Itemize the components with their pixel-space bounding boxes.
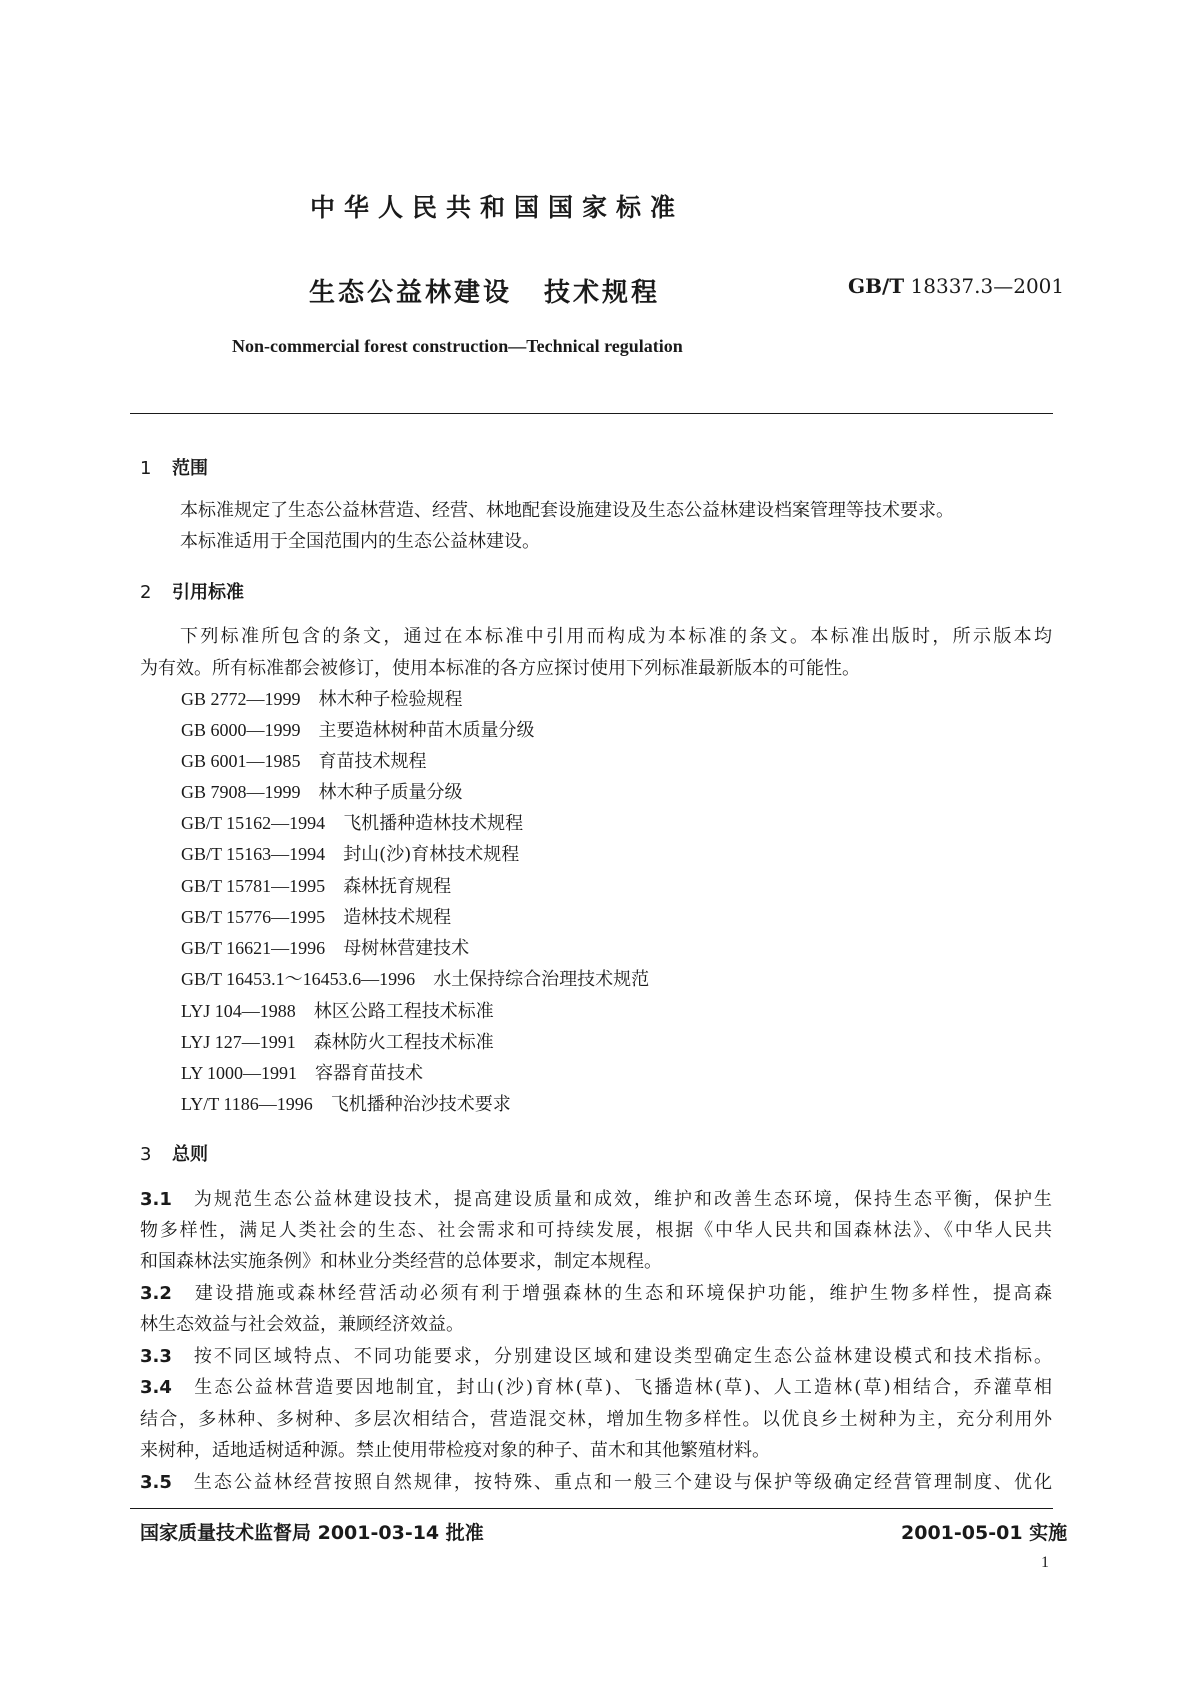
section-number: 1	[140, 458, 152, 479]
reference-code: GB/T 16453.1～16453.6—1996	[181, 969, 416, 989]
reference-name: 水土保持综合治理技术规范	[433, 969, 650, 990]
clause-line: 来树种，适地适树适种源。禁止使用带检疫对象的种子、苗木和其他繁殖材料。	[140, 1440, 770, 1461]
standard-code-number: 18337.3—2001	[910, 274, 1065, 298]
reference-code: GB/T 16621—1996	[181, 938, 326, 958]
paragraph: 本标准适用于全国范围内的生态公益林建设。	[180, 531, 540, 552]
english-title: Non-commercial forest construction—Technical regulation	[232, 336, 683, 356]
reference-item	[181, 747, 427, 773]
reference-code: LYJ 127—1991	[181, 1032, 296, 1052]
section-2-heading	[140, 578, 244, 604]
document-title: 生态公益林建设 技术规程	[309, 278, 661, 308]
reference-item	[181, 1028, 494, 1054]
clause-line: 林生态效益与社会效益，兼顾经济效益。	[140, 1314, 464, 1335]
clause-3-1-line	[140, 1185, 1052, 1211]
reference-item	[181, 997, 494, 1023]
reference-item	[181, 934, 469, 960]
section-1-heading	[140, 454, 208, 480]
section-number: 3	[140, 1144, 152, 1165]
paragraph: 本标准规定了生态公益林营造、经营、林地配套设施建设及生态公益林建设档案管理等技术要求。	[180, 500, 954, 521]
clause-line: 和国森林法实施条例》和林业分类经营的总体要求，制定本规程。	[140, 1251, 662, 1272]
standard-code	[848, 274, 1064, 298]
reference-name: 母树林营建技术	[343, 938, 470, 959]
clause-3-3-line	[140, 1342, 1052, 1368]
reference-item	[181, 1059, 423, 1085]
reference-code: GB 2772—1999	[181, 689, 301, 709]
reference-name: 育苗技术规程	[318, 751, 427, 772]
reference-item	[181, 840, 519, 866]
reference-name: 林区公路工程技术标准	[313, 1001, 494, 1022]
reference-code: GB/T 15781—1995	[181, 876, 326, 896]
section-title: 范围	[172, 458, 208, 479]
section-number: 2	[140, 582, 152, 603]
reference-code: GB 6000—1999	[181, 720, 301, 740]
reference-code: GB 6001—1985	[181, 751, 301, 771]
clause-3-4-line	[140, 1373, 1052, 1399]
section-3-heading	[140, 1140, 208, 1166]
page-number: 1	[1041, 1554, 1049, 1571]
reference-name: 森林防火工程技术标准	[313, 1032, 494, 1053]
reference-name: 容器育苗技术	[315, 1063, 424, 1084]
country-standard-heading: 中华人民共和国国家标准	[310, 193, 685, 222]
clause-text: 生态公益林经营按照自然规律，按特殊、重点和一般三个建设与保护等级确定经营管理制度、优化	[193, 1472, 1053, 1493]
implementation-date: 2001-05-01 实施	[901, 1522, 1068, 1544]
reference-item	[181, 903, 451, 929]
reference-name: 造林技术规程	[343, 907, 452, 928]
clause-text: 为规范生态公益林建设技术，提高建设质量和成效，维护和改善生态环境，保持生态平衡，保护生	[193, 1189, 1053, 1210]
header-divider	[130, 413, 1053, 414]
reference-name: 飞机播种治沙技术要求	[330, 1094, 511, 1115]
paragraph-line: 为有效。所有标准都会被修订，使用本标准的各方应探讨使用下列标准最新版本的可能性。	[140, 658, 860, 679]
reference-item	[181, 685, 463, 711]
clause-3-2-line	[140, 1279, 1052, 1305]
reference-name: 林木种子质量分级	[318, 782, 463, 803]
reference-name: 林木种子检验规程	[318, 689, 463, 710]
clause-line: 结合，多林种、多树种、多层次相结合，营造混交林，增加生物多样性。以优良乡土树种为主，充分利用外	[140, 1409, 1052, 1430]
reference-code: LYJ 104—1988	[181, 1001, 296, 1021]
approval-date: 国家质量技术监督局 2001-03-14 批准	[140, 1522, 484, 1544]
reference-item	[181, 1090, 511, 1116]
reference-item	[181, 809, 523, 835]
clause-line: 物多样性，满足人类社会的生态、社会需求和可持续发展，根据《中华人民共和国森林法》、《中华人民共	[140, 1220, 1052, 1241]
clause-number: 3.3	[140, 1346, 172, 1367]
reference-item	[181, 778, 463, 804]
clause-number: 3.2	[140, 1283, 172, 1304]
clause-number: 3.4	[140, 1377, 172, 1398]
section-title: 总则	[172, 1144, 208, 1165]
reference-code: LY 1000—1991	[181, 1063, 298, 1083]
reference-name: 主要造林树种苗木质量分级	[318, 720, 535, 741]
reference-code: GB/T 15776—1995	[181, 907, 326, 927]
reference-code: GB/T 15163—1994	[181, 844, 326, 864]
clause-text: 建设措施或森林经营活动必须有利于增强森林的生态和环境保护功能，维护生物多样性，提高森	[194, 1283, 1052, 1304]
reference-item	[181, 716, 535, 742]
reference-code: LY/T 1186—1996	[181, 1094, 313, 1114]
reference-code: GB/T 15162—1994	[181, 813, 326, 833]
reference-name: 森林抚育规程	[343, 876, 452, 897]
standard-code-prefix: GB/T	[848, 274, 905, 298]
clause-3-5-line	[140, 1468, 1052, 1494]
clause-number: 3.1	[140, 1189, 172, 1210]
clause-number: 3.5	[140, 1472, 172, 1493]
reference-item	[181, 872, 451, 898]
clause-text: 按不同区域特点、不同功能要求，分别建设区域和建设类型确定生态公益林建设模式和技术指标。	[193, 1346, 1053, 1367]
footer-divider	[130, 1508, 1053, 1509]
reference-item	[181, 965, 649, 991]
paragraph-line: 下列标准所包含的条文，通过在本标准中引用而构成为本标准的条文。本标准出版时，所示版本均	[180, 626, 1052, 647]
reference-code: GB 7908—1999	[181, 782, 301, 802]
reference-name: 封山(沙)育林技术规程	[343, 844, 520, 865]
clause-text: 生态公益林营造要因地制宜，封山(沙)育林(草)、飞播造林(草)、人工造林(草)相结合，乔灌草相	[194, 1377, 1053, 1398]
section-title: 引用标准	[172, 582, 244, 603]
reference-name: 飞机播种造林技术规程	[343, 813, 524, 834]
